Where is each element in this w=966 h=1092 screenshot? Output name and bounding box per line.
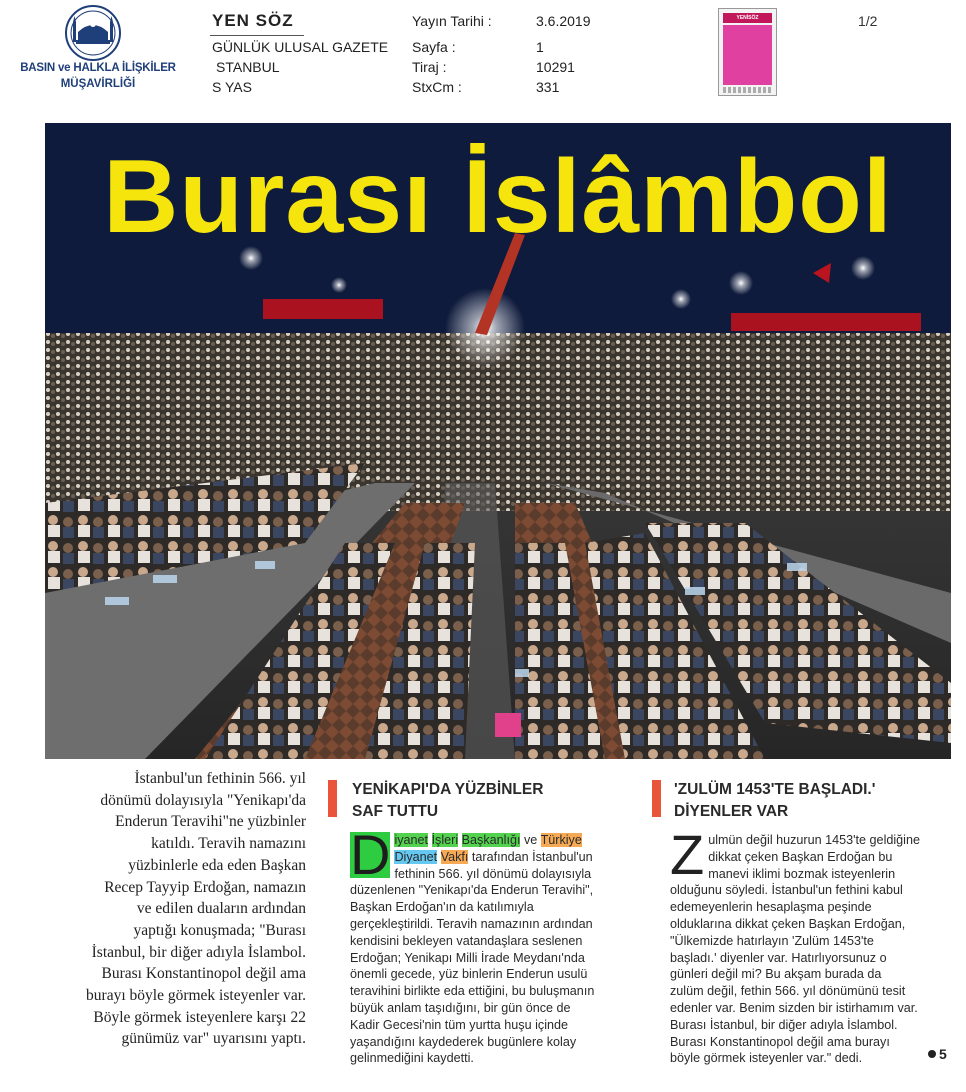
section-2-line: böyle görmek isteyenler var." dedi. bbox=[670, 1051, 863, 1066]
thumbnail-photo bbox=[723, 25, 772, 85]
value-circulation: 10291 bbox=[536, 59, 575, 75]
lead-line: Burası Konstantinopol değil ama bbox=[101, 965, 306, 983]
section-2-title bbox=[674, 779, 875, 823]
section-2-line: başladı.' diyenler var. Hatırlıyorsunuz o bbox=[670, 950, 887, 965]
prayer-crowd-photo bbox=[45, 123, 951, 759]
section-1-line: kendisini bekleyen vatandaşlara seslenen bbox=[350, 933, 583, 948]
label-publish-date: Yayın Tarihi : bbox=[412, 13, 492, 29]
value-publish-date: 3.6.2019 bbox=[536, 13, 591, 29]
section-2-line: günleri değil mi? Bu akşam burada da bbox=[670, 967, 882, 982]
section-2-line: Burası Konstantinopol değil ama burayı bbox=[670, 1034, 890, 1049]
section-2-line: ulmün değil huzurun 1453'te geldiğine bbox=[708, 833, 920, 847]
section-1-line: yaşandığını kaydederek bugünlere kolay bbox=[350, 1034, 577, 1049]
newspaper-thumbnail-icon[interactable] bbox=[718, 8, 777, 96]
headline: Burası İslâmbol bbox=[103, 139, 893, 255]
logo-line-1: BASIN ve HALKLA İLİŞKİLER bbox=[20, 62, 176, 74]
publication-underline bbox=[210, 35, 304, 36]
section-2-dropcap: Z bbox=[670, 823, 705, 886]
highlight-baskanligi: Başkanlığı bbox=[461, 833, 521, 847]
value-stxcm: 331 bbox=[536, 79, 560, 95]
section-1-line: Erdoğan; Yenikapı Milli İrade Meydanı'nda bbox=[350, 950, 585, 965]
diyanet-emblem-icon bbox=[64, 4, 122, 62]
section-2-line: Burası İstanbul, bir diğer adıyla İslambol. bbox=[670, 1017, 898, 1032]
diyanet-logo bbox=[8, 4, 188, 104]
label-page: Sayfa : bbox=[412, 39, 456, 55]
section-2-body bbox=[670, 823, 955, 1067]
section-2-line: zulüm değil, fethin 566. yıl dönümünü tesit bbox=[670, 984, 906, 999]
section-2-marker bbox=[652, 780, 661, 817]
lead-line: ve edilen duaların ardından bbox=[136, 900, 306, 918]
highlight-turkiye: Türkiye bbox=[540, 833, 582, 847]
section-1-line: büyük anlam taşıdığını, bir gün önce de bbox=[350, 1000, 571, 1015]
lead-line: burayı böyle görmek isteyenler var. bbox=[86, 987, 306, 1005]
thumbnail-masthead-text: YENİSÖZ bbox=[736, 15, 759, 21]
section-1-line bbox=[350, 832, 632, 849]
highlight-diyanet-2: Diyanet bbox=[394, 849, 438, 864]
section-1-line: gelinmediğini kaydetti. bbox=[350, 1051, 474, 1066]
section-1-line: fethinin 566. yıl dönümü dolayısıyla bbox=[394, 866, 592, 881]
section-2-line: edemeyenlerin hesaplaşma peşinde bbox=[670, 900, 872, 915]
highlight-isleri: İşleri bbox=[431, 833, 459, 847]
lead-line: yüzbinlerle eda eden Başkan bbox=[128, 856, 306, 874]
thumbnail-masthead bbox=[723, 13, 772, 23]
section-2-line: manevi iklimi bozmak isteyenlerin bbox=[708, 866, 896, 881]
page-count: 1/2 bbox=[858, 13, 878, 29]
section-1-line bbox=[350, 849, 632, 866]
section-1-line: Kadir Gecesi'nin tüm yurtta huşu içinde bbox=[350, 1017, 569, 1032]
section-2-title-line-1: 'ZULÜM 1453'TE BAŞLADI.' bbox=[674, 781, 876, 798]
lead-line: İstanbul'un fethinin 566. yıl bbox=[134, 770, 306, 787]
logo-line-2: MÜŞAVİRLİĞİ bbox=[60, 78, 136, 90]
highlight-vakfi: Vakfı bbox=[440, 849, 469, 864]
bullet-icon bbox=[928, 1050, 936, 1058]
section-2-title-line-2: DİYENLER VAR bbox=[674, 803, 789, 820]
lead-line: Recep Tayyip Erdoğan, namazın bbox=[104, 878, 306, 896]
publication-type: GÜNLÜK ULUSAL GAZETE bbox=[212, 39, 389, 55]
lead-line: katıldı. Teravih namazını bbox=[151, 835, 306, 853]
highlight-diyanet: iyanet bbox=[394, 833, 429, 847]
section-1-title-line-1: YENİKAPI'DA YÜZBİNLER bbox=[352, 781, 544, 798]
section-1-dropcap: D bbox=[350, 823, 391, 886]
section-1-line: düzenlenen "Yenikapı'da Enderun Teravihi", bbox=[350, 883, 594, 898]
section-2-line: dikkat çeken Başkan Erdoğan bu bbox=[708, 849, 893, 864]
section-1-line: teravihini birlikte eda ettiğini, bu buluşmanın bbox=[350, 984, 595, 999]
lead-line: İstanbul, bir diğer adıyla İslambol. bbox=[91, 943, 306, 961]
label-stxcm: StxCm : bbox=[412, 79, 462, 95]
lead-line: dönümü dolayısıyla "Yenikapı'da bbox=[100, 791, 306, 809]
lead-line: Enderun Teravihi"ne yüzbinler bbox=[115, 813, 306, 831]
lead-line: yaptığı konuşmada; "Burası bbox=[133, 921, 306, 939]
section-1-line: gerçekleştirildi. Teravih namazının ardından bbox=[350, 916, 593, 931]
publication-name: YEN SÖZ bbox=[212, 11, 294, 30]
lead-paragraph bbox=[68, 768, 306, 1050]
publication-city: STANBUL bbox=[216, 59, 280, 75]
text-after-highlight: tarafından İstanbul'un bbox=[471, 849, 593, 864]
section-1-title-line-2: SAF TUTTU bbox=[352, 803, 439, 820]
publication-period: S YAS bbox=[212, 79, 252, 95]
value-page: 1 bbox=[536, 39, 544, 55]
page-number-value: 5 bbox=[939, 1046, 947, 1062]
section-2-line: olduklarına dikkat çeken Başkan Erdoğan, bbox=[670, 916, 906, 931]
section-1-title bbox=[352, 779, 543, 823]
section-1-marker bbox=[328, 780, 337, 817]
section-2-line: "Ülkemizde hatırlayın 'Zulüm 1453'te bbox=[670, 933, 874, 948]
label-circulation: Tiraj : bbox=[412, 59, 447, 75]
clipping-header bbox=[0, 0, 966, 110]
section-2-line: olduğunu söyledi. İstanbul'un fethini kabul bbox=[670, 883, 903, 898]
text-ve: ve bbox=[523, 833, 538, 847]
section-1-line: önemli gecede, yüz binlerin Enderun usulü bbox=[350, 967, 588, 982]
section-1-line: Başkan Erdoğan'ın da katılımıyla bbox=[350, 900, 534, 915]
page-number bbox=[928, 1046, 947, 1062]
lead-line: günümüz var" uyarısını yaptı. bbox=[121, 1030, 306, 1048]
section-2-line: edenler var. Benim sizden bir istirhamım var. bbox=[670, 1000, 918, 1015]
lead-line: Böyle görmek isteyenlere karşı 22 bbox=[93, 1008, 306, 1026]
section-1-body bbox=[350, 823, 632, 1067]
thumbnail-text bbox=[723, 87, 772, 93]
